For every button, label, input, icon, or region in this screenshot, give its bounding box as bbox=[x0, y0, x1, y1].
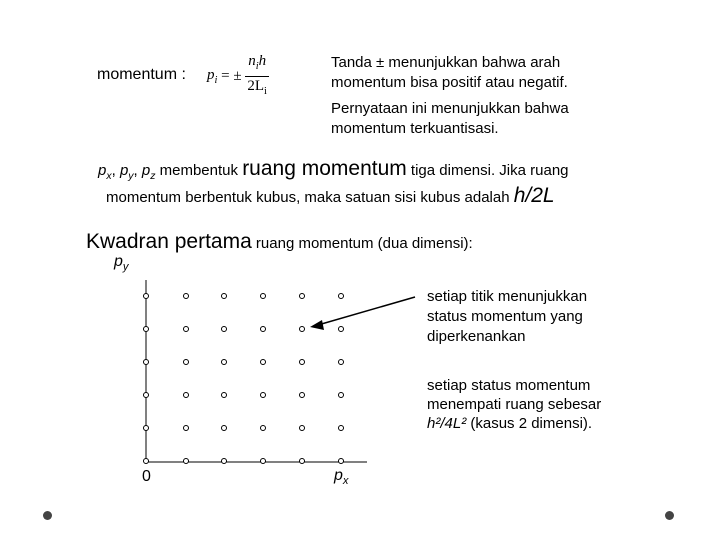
momentum-state-dot bbox=[299, 293, 305, 299]
momentum-space-line1: $p_x$, $p_y$, $p_z$ membentuk ruang momentum tiga dimensi. Jika ruang bbox=[98, 157, 569, 182]
momentum-state-dot bbox=[299, 392, 305, 398]
momentum-state-dot bbox=[338, 293, 344, 299]
momentum-state-dot bbox=[143, 425, 149, 431]
momentum-state-dot bbox=[299, 458, 305, 464]
momentum-state-dot bbox=[299, 359, 305, 365]
momentum-state-dot bbox=[143, 326, 149, 332]
momentum-state-dot bbox=[299, 425, 305, 431]
pointer-arrowhead bbox=[310, 320, 324, 330]
momentum-state-dot bbox=[183, 359, 189, 365]
momentum-state-dot bbox=[260, 326, 266, 332]
momentum-state-dot bbox=[260, 293, 266, 299]
momentum-state-dot bbox=[183, 392, 189, 398]
note-quantized: Pernyataan ini menunjukkan bahwa momentum terkuantisasi. bbox=[331, 100, 569, 137]
momentum-state-dot bbox=[221, 293, 227, 299]
corner-bullet-left bbox=[43, 511, 52, 520]
momentum-state-dot bbox=[221, 326, 227, 332]
momentum-state-dot bbox=[143, 392, 149, 398]
momentum-state-dot bbox=[338, 359, 344, 365]
momentum-state-dot bbox=[221, 458, 227, 464]
momentum-state-dot bbox=[183, 326, 189, 332]
momentum-state-dot bbox=[183, 293, 189, 299]
momentum-formula: $p_i$ = ± $\frac{n_ih}{2L_i}$ bbox=[207, 53, 267, 97]
momentum-state-dot bbox=[143, 359, 149, 365]
momentum-state-dot bbox=[143, 458, 149, 464]
origin-label: 0 bbox=[142, 468, 151, 485]
annotation-allowed-states: setiap titik menunjukkan status momentum yang diperkenankan bbox=[427, 288, 588, 345]
momentum-state-dot bbox=[338, 326, 344, 332]
annotation-state-volume: setiap status momentum menempati ruang sebesar h²/4L² (kasus 2 dimensi). bbox=[427, 377, 602, 432]
momentum-state-dot bbox=[338, 458, 344, 464]
momentum-state-dot bbox=[338, 392, 344, 398]
corner-bullet-right bbox=[665, 511, 674, 520]
momentum-state-dot bbox=[299, 326, 305, 332]
section-heading: Kwadran pertama ruang momentum (dua dimensi): bbox=[86, 230, 473, 253]
momentum-state-dot bbox=[221, 392, 227, 398]
momentum-label: momentum : bbox=[97, 66, 186, 83]
momentum-state-dot bbox=[221, 359, 227, 365]
momentum-space-line2: momentum berbentuk kubus, maka satuan sisi kubus adalah h/2L bbox=[106, 184, 555, 207]
momentum-state-dot bbox=[183, 425, 189, 431]
momentum-state-dot bbox=[338, 425, 344, 431]
momentum-state-dot bbox=[260, 458, 266, 464]
pointer-arrow-line bbox=[318, 297, 415, 325]
momentum-state-dot bbox=[260, 392, 266, 398]
momentum-state-dot bbox=[260, 425, 266, 431]
momentum-state-dot bbox=[221, 425, 227, 431]
momentum-state-dot bbox=[143, 293, 149, 299]
note-sign: Tanda ± menunjukkan bahwa arah momentum bisa positif atau negatif. bbox=[331, 54, 568, 91]
y-axis-label: $p_y$ bbox=[114, 253, 129, 274]
momentum-state-dot bbox=[260, 359, 266, 365]
x-axis-label: $p_x$ bbox=[334, 467, 349, 488]
momentum-state-dot bbox=[183, 458, 189, 464]
